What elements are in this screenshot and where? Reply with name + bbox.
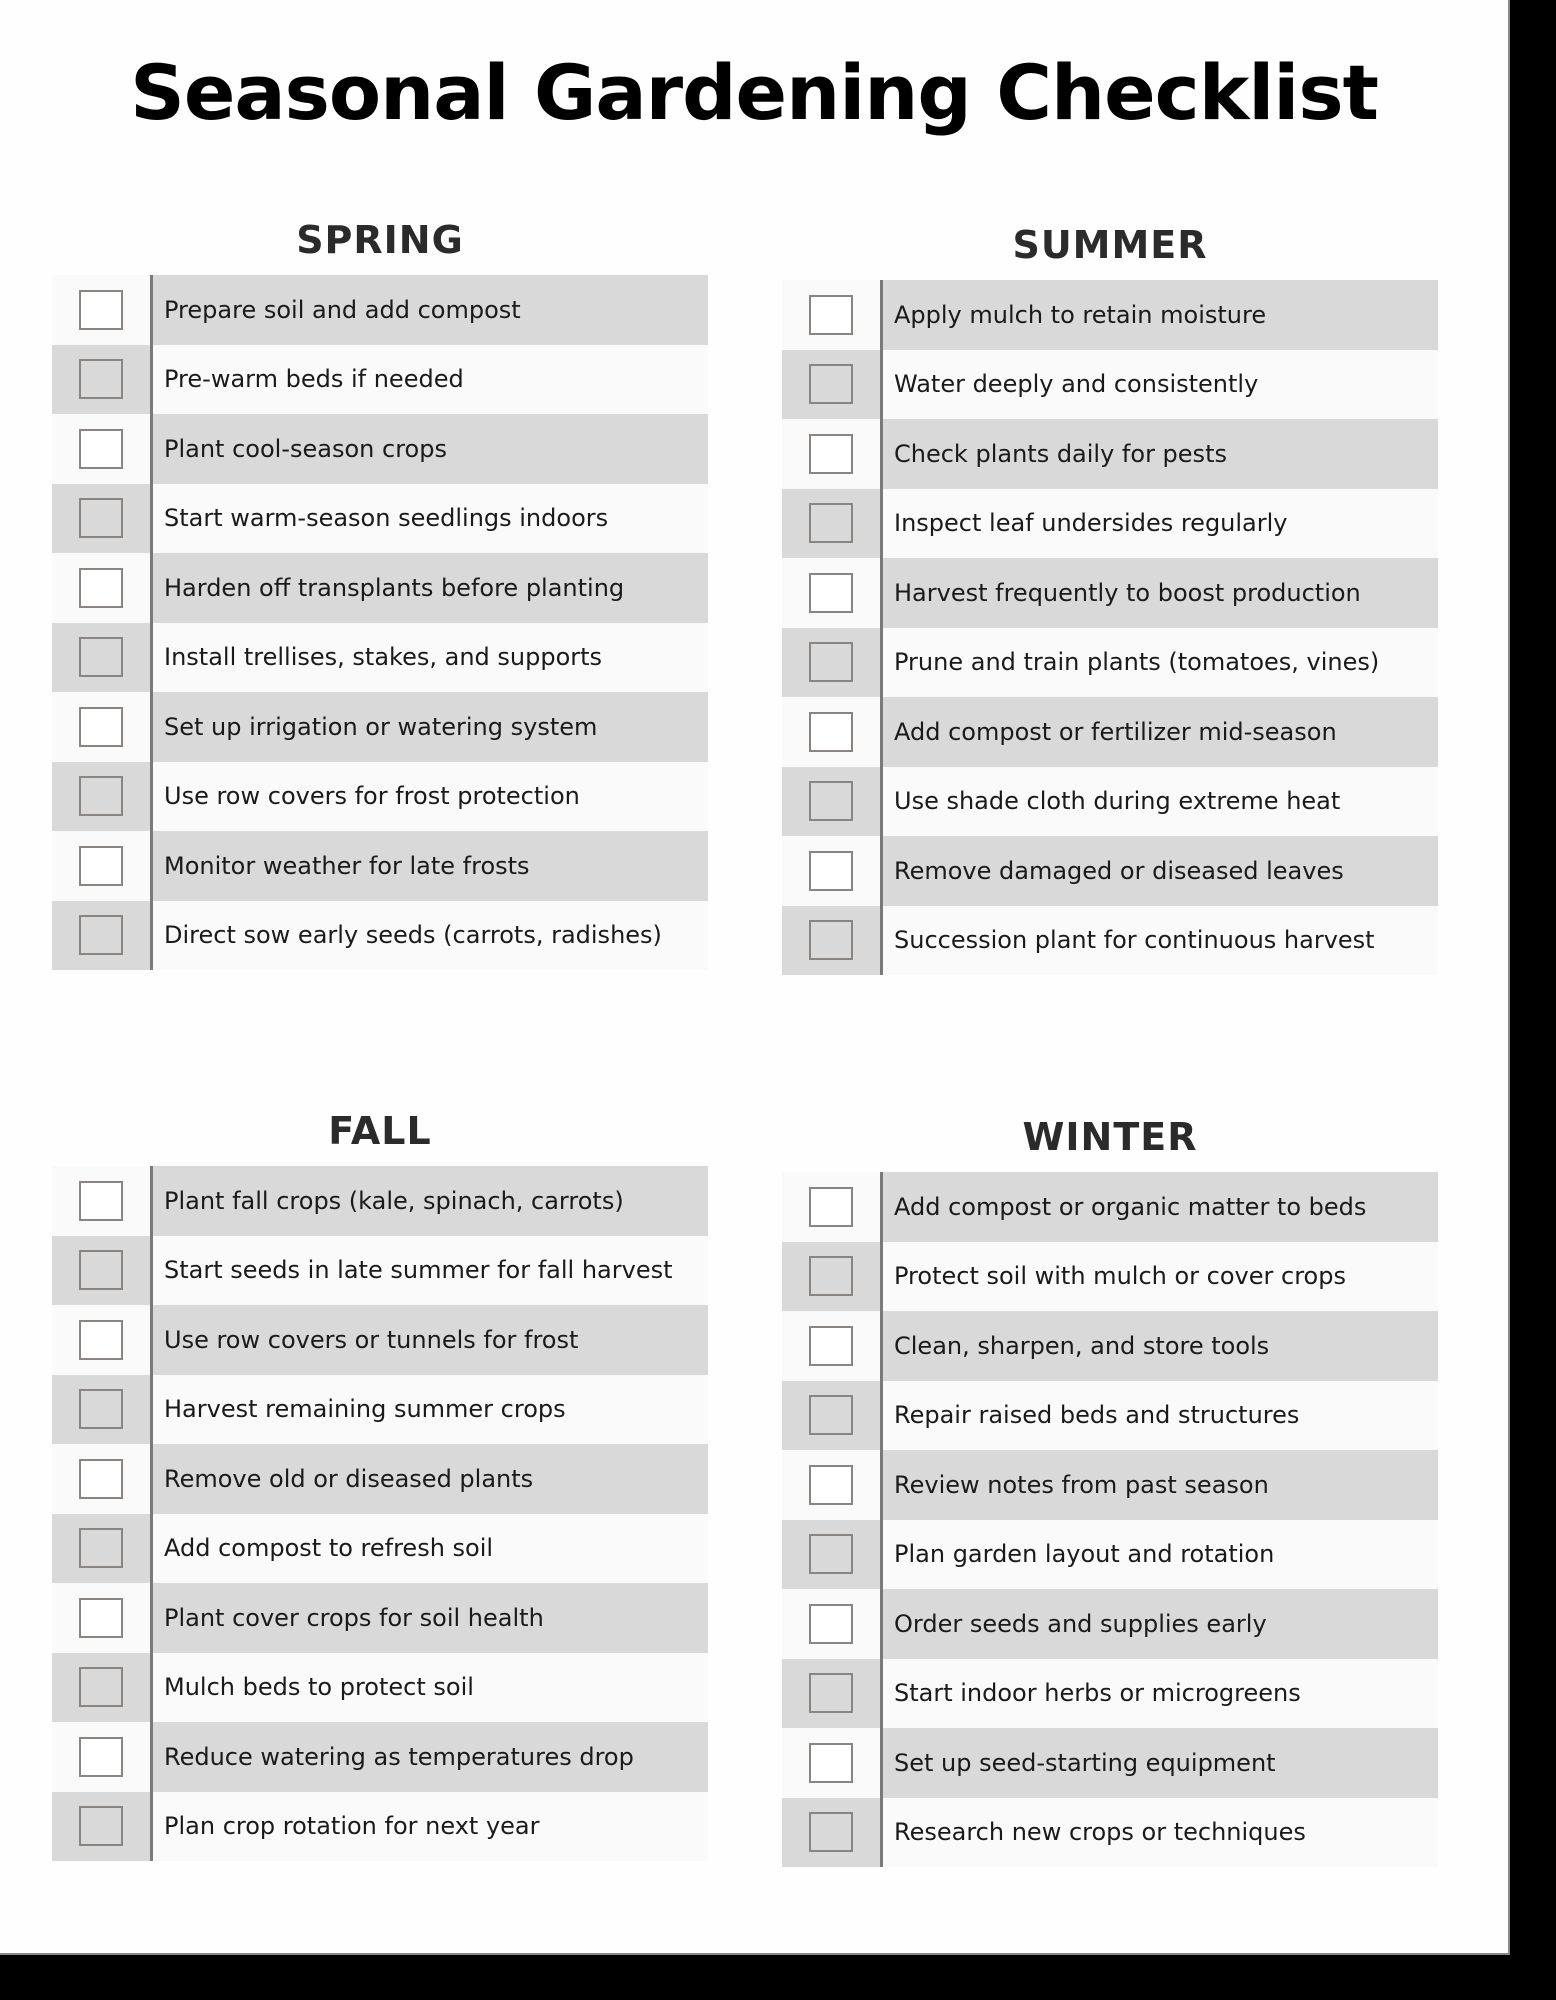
checkbox[interactable] [809, 920, 853, 960]
checklist-item [782, 767, 1438, 837]
checkbox[interactable] [79, 1806, 123, 1846]
checklist-item [782, 1589, 1438, 1659]
checkbox[interactable] [809, 1673, 853, 1713]
checkbox[interactable] [79, 1181, 123, 1221]
checkbox[interactable] [809, 1465, 853, 1505]
item-label: Clean, sharpen, and store tools [883, 1311, 1438, 1381]
checklist-item [782, 1450, 1438, 1520]
checkbox-cell [782, 1659, 883, 1729]
item-label: Use row covers or tunnels for frost [153, 1305, 708, 1375]
checkbox-cell [52, 692, 153, 762]
item-label: Plant cover crops for soil health [153, 1583, 708, 1653]
checkbox-cell [782, 767, 883, 837]
item-label: Monitor weather for late frosts [153, 831, 708, 901]
checkbox-cell [52, 275, 153, 345]
checkbox[interactable] [79, 776, 123, 816]
item-label: Start indoor herbs or microgreens [883, 1659, 1438, 1729]
checkbox[interactable] [809, 642, 853, 682]
checkbox-cell [52, 1236, 153, 1306]
checkbox[interactable] [809, 712, 853, 752]
checklist-item [782, 1659, 1438, 1729]
item-label: Plant fall crops (kale, spinach, carrots) [153, 1166, 708, 1236]
checkbox-cell [782, 1311, 883, 1381]
checkbox[interactable] [79, 290, 123, 330]
section-fall [52, 1096, 708, 1861]
checkbox-cell [52, 1375, 153, 1445]
checklist-item [52, 1653, 708, 1723]
checkbox[interactable] [79, 1250, 123, 1290]
checklist-item [782, 350, 1438, 420]
checkbox-cell [52, 762, 153, 832]
item-label: Remove damaged or diseased leaves [883, 836, 1438, 906]
checkbox[interactable] [79, 915, 123, 955]
checklist-item [782, 1242, 1438, 1312]
checkbox-cell [52, 414, 153, 484]
checkbox[interactable] [79, 359, 123, 399]
checklist-item [52, 553, 708, 623]
checklist-item [782, 1172, 1438, 1242]
checkbox-cell [52, 1444, 153, 1514]
checklist-item [52, 831, 708, 901]
checkbox[interactable] [809, 1326, 853, 1366]
item-label: Install trellises, stakes, and supports [153, 623, 708, 693]
checklist-item [52, 692, 708, 762]
checklist [52, 1166, 708, 1861]
section-title: WINTER [1022, 1115, 1198, 1159]
item-label: Repair raised beds and structures [883, 1381, 1438, 1451]
checklist-item [782, 1728, 1438, 1798]
checklist-item [52, 1305, 708, 1375]
checkbox-cell [52, 553, 153, 623]
checkbox-cell [52, 484, 153, 554]
checkbox[interactable] [79, 498, 123, 538]
checkbox[interactable] [809, 364, 853, 404]
checkbox[interactable] [79, 1320, 123, 1360]
item-label: Protect soil with mulch or cover crops [883, 1242, 1438, 1312]
item-label: Direct sow early seeds (carrots, radishes) [153, 901, 708, 971]
item-label: Add compost or fertilizer mid-season [883, 697, 1438, 767]
checkbox[interactable] [809, 295, 853, 335]
checklist-item [782, 280, 1438, 350]
checkbox[interactable] [809, 851, 853, 891]
section-spring [52, 205, 708, 970]
checkbox[interactable] [79, 1737, 123, 1777]
checklist-item [782, 1520, 1438, 1590]
checklist-item [52, 901, 708, 971]
checkbox[interactable] [809, 1534, 853, 1574]
checklist-item [52, 1514, 708, 1584]
checkbox-cell [782, 697, 883, 767]
section-title: SPRING [296, 218, 464, 262]
item-label: Inspect leaf undersides regularly [883, 489, 1438, 559]
checklist-item [52, 1583, 708, 1653]
checkbox[interactable] [79, 1667, 123, 1707]
checkbox-cell [782, 1381, 883, 1451]
checklist-item [52, 1166, 708, 1236]
checkbox-cell [52, 345, 153, 415]
checkbox[interactable] [79, 637, 123, 677]
checklist-item [52, 1444, 708, 1514]
checkbox-cell [782, 1172, 883, 1242]
checklist [782, 280, 1438, 975]
checkbox[interactable] [809, 573, 853, 613]
item-label: Plan crop rotation for next year [153, 1792, 708, 1862]
checkbox[interactable] [809, 1395, 853, 1435]
checklist-item [52, 414, 708, 484]
checkbox[interactable] [809, 434, 853, 474]
checkbox[interactable] [79, 429, 123, 469]
item-label: Start warm-season seedlings indoors [153, 484, 708, 554]
item-label: Order seeds and supplies early [883, 1589, 1438, 1659]
checkbox-cell [782, 1242, 883, 1312]
item-label: Mulch beds to protect soil [153, 1653, 708, 1723]
checkbox[interactable] [79, 1528, 123, 1568]
checkbox[interactable] [809, 1256, 853, 1296]
checklist-item [52, 623, 708, 693]
checkbox[interactable] [79, 1598, 123, 1638]
checkbox-cell [782, 280, 883, 350]
checklist-item [782, 419, 1438, 489]
checklist [782, 1172, 1438, 1867]
checkbox-cell [782, 1798, 883, 1868]
section-winter [782, 1102, 1438, 1867]
checklist-item [782, 1381, 1438, 1451]
checkbox-cell [52, 1166, 153, 1236]
checkbox-cell [52, 623, 153, 693]
checkbox-cell [782, 419, 883, 489]
checkbox-cell [52, 1583, 153, 1653]
item-label: Check plants daily for pests [883, 419, 1438, 489]
checkbox-cell [782, 628, 883, 698]
item-label: Remove old or diseased plants [153, 1444, 708, 1514]
checkbox-cell [782, 350, 883, 420]
checklist-item [52, 1792, 708, 1862]
checklist-item [782, 628, 1438, 698]
item-label: Prune and train plants (tomatoes, vines) [883, 628, 1438, 698]
item-label: Reduce watering as temperatures drop [153, 1722, 708, 1792]
checkbox-cell [52, 1722, 153, 1792]
item-label: Start seeds in late summer for fall harvest [153, 1236, 708, 1306]
checkbox-cell [782, 1589, 883, 1659]
section-title: FALL [328, 1109, 432, 1153]
item-label: Research new crops or techniques [883, 1798, 1438, 1868]
checklist-item [52, 275, 708, 345]
checkbox-cell [782, 558, 883, 628]
item-label: Succession plant for continuous harvest [883, 906, 1438, 976]
checklist-item [782, 697, 1438, 767]
checklist-item [782, 1311, 1438, 1381]
page-title: Seasonal Gardening Checklist [130, 48, 1378, 137]
checkbox-cell [52, 1792, 153, 1862]
checklist [52, 275, 708, 970]
item-label: Harden off transplants before planting [153, 553, 708, 623]
checkbox[interactable] [809, 781, 853, 821]
item-label: Set up seed-starting equipment [883, 1728, 1438, 1798]
checklist-item [52, 1722, 708, 1792]
checkbox-cell [782, 489, 883, 559]
checkbox[interactable] [79, 568, 123, 608]
item-label: Apply mulch to retain moisture [883, 280, 1438, 350]
item-label: Use shade cloth during extreme heat [883, 767, 1438, 837]
checkbox-cell [52, 1514, 153, 1584]
checklist-item [52, 1236, 708, 1306]
checkbox-cell [782, 1450, 883, 1520]
item-label: Prepare soil and add compost [153, 275, 708, 345]
checklist-item [52, 484, 708, 554]
item-label: Plant cool-season crops [153, 414, 708, 484]
checkbox[interactable] [79, 707, 123, 747]
checkbox-cell [52, 831, 153, 901]
checkbox[interactable] [809, 1604, 853, 1644]
item-label: Use row covers for frost protection [153, 762, 708, 832]
checkbox[interactable] [809, 1812, 853, 1852]
checkbox-cell [782, 1520, 883, 1590]
item-label: Pre-warm beds if needed [153, 345, 708, 415]
checkbox[interactable] [809, 1743, 853, 1783]
checkbox-cell [52, 1305, 153, 1375]
checkbox[interactable] [809, 1187, 853, 1227]
item-label: Harvest remaining summer crops [153, 1375, 708, 1445]
item-label: Add compost to refresh soil [153, 1514, 708, 1584]
checklist-item [52, 345, 708, 415]
item-label: Add compost or organic matter to beds [883, 1172, 1438, 1242]
checkbox-cell [52, 901, 153, 971]
checkbox-cell [782, 1728, 883, 1798]
checkbox[interactable] [79, 1459, 123, 1499]
item-label: Review notes from past season [883, 1450, 1438, 1520]
item-label: Water deeply and consistently [883, 350, 1438, 420]
checklist-item [782, 489, 1438, 559]
checkbox[interactable] [79, 1389, 123, 1429]
checkbox[interactable] [79, 846, 123, 886]
checklist-item [782, 836, 1438, 906]
checklist-item [52, 1375, 708, 1445]
section-summer [782, 210, 1438, 975]
item-label: Plan garden layout and rotation [883, 1520, 1438, 1590]
checkbox-cell [52, 1653, 153, 1723]
checklist-item [52, 762, 708, 832]
checkbox-cell [782, 906, 883, 976]
checklist-item [782, 1798, 1438, 1868]
item-label: Harvest frequently to boost production [883, 558, 1438, 628]
checklist-item [782, 558, 1438, 628]
item-label: Set up irrigation or watering system [153, 692, 708, 762]
checklist-item [782, 906, 1438, 976]
section-title: SUMMER [1012, 223, 1208, 267]
checkbox[interactable] [809, 503, 853, 543]
checkbox-cell [782, 836, 883, 906]
